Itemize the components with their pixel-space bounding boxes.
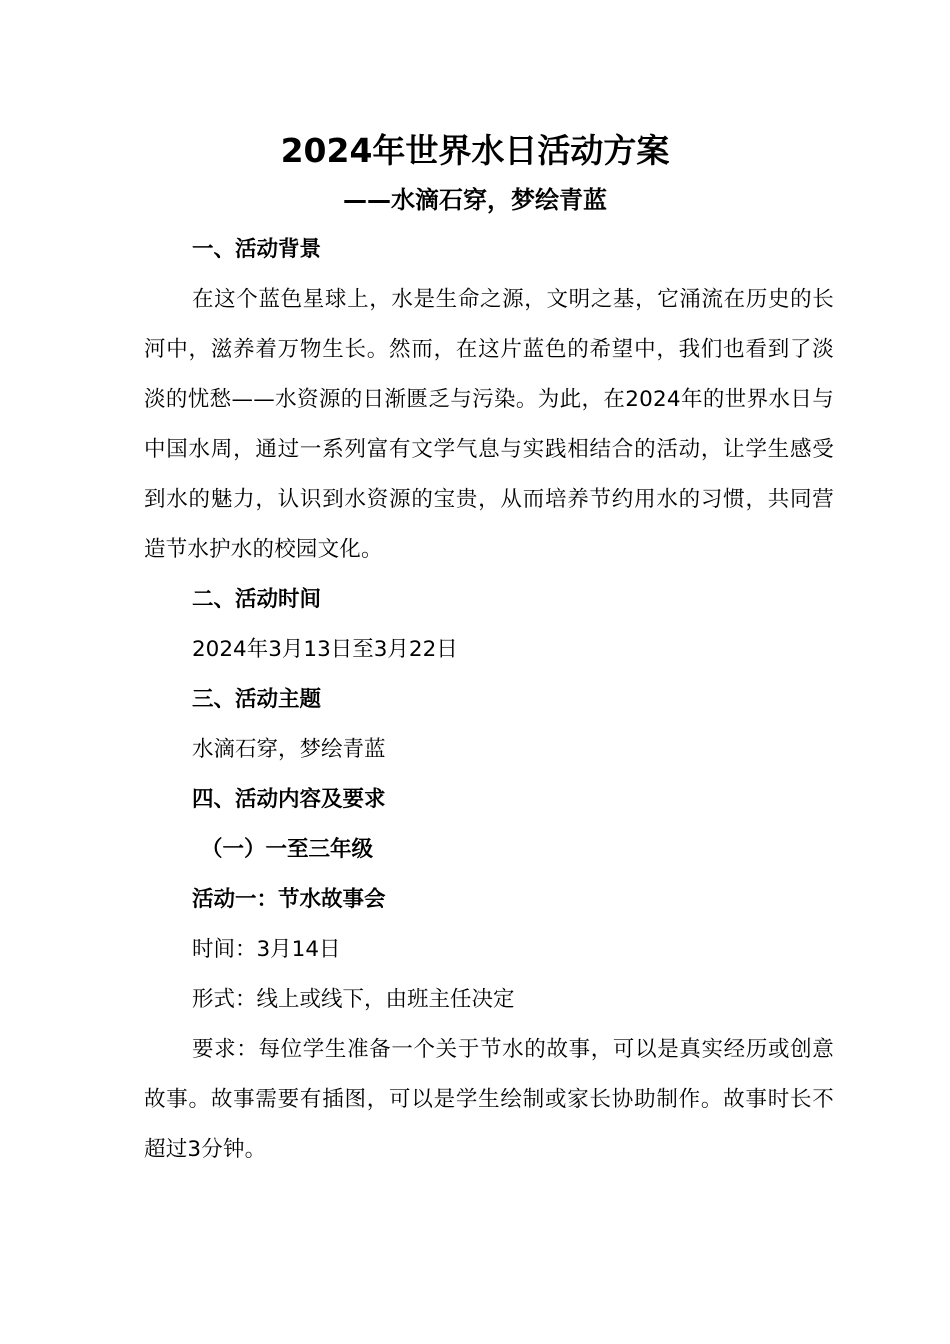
background-paragraph: 在这个蓝色星球上，水是生命之源，文明之基，它涌流在历史的长河中，滋养着万物生长。然而，在这片蓝色的希望中，我们也看到了淡淡的忧愁——水资源的日渐匮乏与污染。为此，在2024年的世界水日与中国水周，通过一系列富有文学气息与实践相结合的活动，让学生感受到水的魅力，认识到水资源的宝贵，从而培养节约用水的习惯，共同营造节水护水的校园文化。 <box>144 287 834 562</box>
activity1-requirement: 要求：每位学生准备一个关于节水的故事，可以是真实经历或创意故事。故事需要有插图，可以是学生绘制或家长协助制作。故事时长不超过3分钟。 <box>144 1037 834 1162</box>
document-subtitle: ——水滴石穿，梦绘青蓝 <box>343 186 607 214</box>
grade-heading: （一）一至三年级 <box>201 837 374 862</box>
section-heading-time: 二、活动时间 <box>192 587 322 612</box>
activity1-heading: 活动一：节水故事会 <box>192 887 386 912</box>
theme-paragraph: 水滴石穿，梦绘青蓝 <box>192 737 386 762</box>
activity1-time: 时间：3月14日 <box>192 937 341 962</box>
document-title: 2024年世界水日活动方案 <box>280 131 670 170</box>
section-heading-theme: 三、活动主题 <box>192 687 322 712</box>
section-heading-background: 一、活动背景 <box>192 237 322 262</box>
document-body <box>144 225 834 1175</box>
activity1-form: 形式：线上或线下，由班主任决定 <box>192 987 515 1012</box>
time-paragraph: 2024年3月13日至3月22日 <box>192 637 458 662</box>
section-heading-content: 四、活动内容及要求 <box>192 787 386 812</box>
